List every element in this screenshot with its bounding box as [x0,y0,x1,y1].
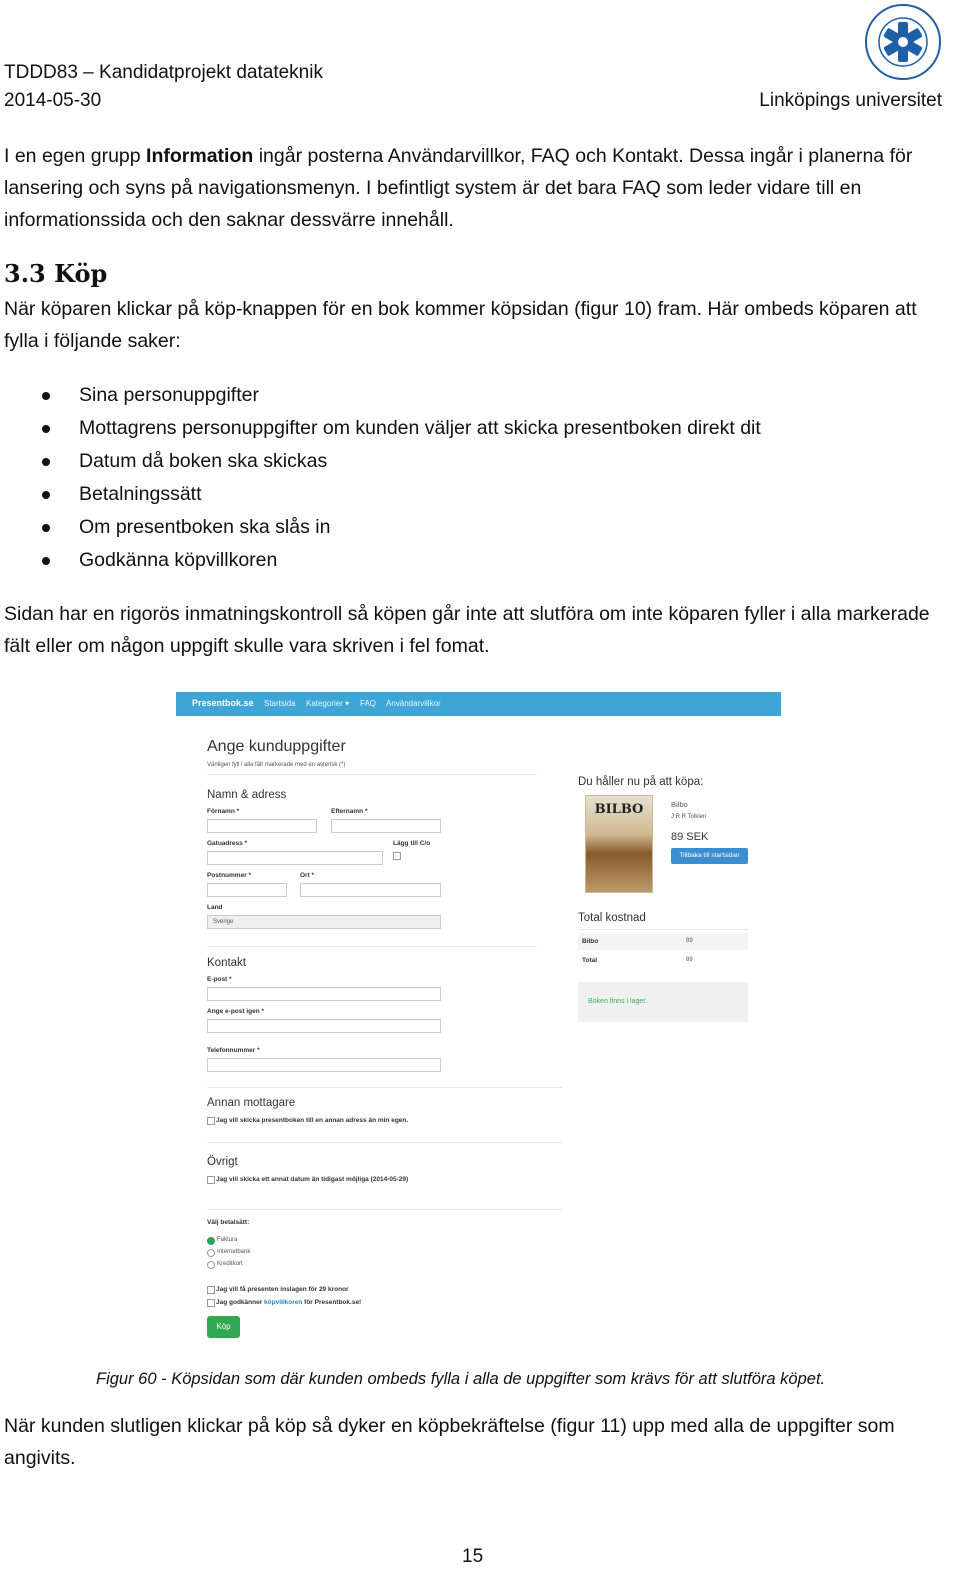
email-input[interactable] [207,987,441,1001]
form-subtitle: Vänligen fyll i alla fält markerade med en asterisk (*) [207,762,346,768]
buy-button[interactable]: Köp [207,1316,240,1338]
nav-item-kategorier[interactable]: Kategorier ▾ [306,699,350,708]
back-to-start-button[interactable]: Tillbaka till startsidan [671,848,748,864]
recipient-heading: Annan mottagare [207,1097,296,1109]
firstname-input[interactable] [207,819,317,833]
purchase-summary-title: Du håller nu på att köpa: [578,776,704,788]
nav-item-startsida[interactable]: Startsida [264,699,296,708]
city-input[interactable] [300,883,441,897]
total-cost-title: Total kostnad [578,912,646,924]
date-checkbox[interactable] [207,1176,215,1184]
table-row: Bilbo 89 [578,933,748,950]
intro-paragraph: I en egen grupp Information ingår posterna Användarvillkor, FAQ och Kontakt. Dessa ingår i planerna för lansering och syns på navigationsmenyn. I befintligt system är det bara FAQ som leder vidare till en informationssida och den saknar dessvärre innehåll. [4,145,913,231]
logo-seal-icon [862,2,944,82]
nav-item-anvandarvillkor[interactable]: Användarvillkor [386,699,441,708]
list-item: Om presentboken ska slås in [4,511,904,544]
street-input[interactable] [207,851,383,865]
email-confirm-input[interactable] [207,1019,441,1033]
list-item: Betalningssätt [4,478,904,511]
lastname-input[interactable] [331,819,441,833]
payment-radio-kreditkort[interactable] [207,1261,215,1269]
payment-label: Välj betalsätt: [207,1219,250,1226]
header-course: TDDD83 – Kandidatprojekt datateknik [4,62,323,83]
stock-status-alert: Boken finns i lager. [578,982,748,1022]
section-heading: 3.3 Köp [4,259,108,288]
figure-caption: Figur 60 - Köpsidan som där kunden ombeds fylla i alla de uppgifter som krävs för att slutföra köpet. [96,1370,826,1388]
contact-heading: Kontakt [207,957,246,969]
list-item: Mottagrens personuppgifter om kunden väljer att skicka presentboken direkt dit [4,412,904,445]
wrap-checkbox[interactable] [207,1286,215,1294]
page-number: 15 [462,1546,484,1567]
terms-link[interactable]: köpvillkoren [264,1299,303,1306]
list-item: Sina personuppgifter [4,379,904,412]
book-author: J R R Tolkien [671,814,707,820]
book-cover-image: BILBO [585,795,653,893]
name-section-heading: Namn & adress [207,789,287,801]
intro-bold-term: Information [146,145,254,167]
co-checkbox[interactable] [393,852,401,860]
list-item: Datum då boken ska skickas [4,445,904,478]
header-university: Linköpings universitet [759,90,942,111]
country-input[interactable]: Sverige [207,915,441,929]
list-item: Godkänna köpvillkoren [4,544,904,577]
university-logo [862,2,944,82]
payment-radio-faktura[interactable] [207,1237,215,1245]
postcode-input[interactable] [207,883,287,897]
figure-screenshot: Presentbok.se Startsida Kategorier ▾ FAQ Användarvillkor Ange kunduppgifter Vänligen fyll i alla fält markerade med en asterisk (*) Namn & adress Förnamn * Efternamn * Gatuadress * Lägg till C/o Postnummer * Ort * Land Sverige Kontakt E-post * Ange e-post igen * Telefonnummer * Annan mottagare Jag vill skicka presentboken till en annan adress än min egen. Övrigt Jag vill skicka ett annat datum än tidigast möjliga (2014-05-29) Välj betalsätt: Faktura Internetbank Kreditkort Jag vill få presenten inslagen för 29 kronor Jag godkänner köpvillkoren för Presentbok.se! Köp Du håller nu på att köpa: BILBO Bilbo J R R Tolkien 89 SEK Tillbaka till startsidan Total kostnad Bilbo 89 Total 89 Boken finns i lager. [176,692,781,1362]
requirements-list [4,379,904,577]
screenshot-navbar [176,692,781,716]
table-row: Total 89 [582,957,693,964]
section-paragraph-1: När köparen klickar på köp-knappen för en bok kommer köpsidan (figur 10) fram. Här ombeds köparen att fylla i följande saker: [4,298,917,352]
nav-item-faq[interactable]: FAQ [360,699,377,708]
book-title: Bilbo [671,800,688,809]
section-paragraph-2: Sidan har en rigorös inmatningskontroll så köpen går inte att slutföra om inte köparen fyller i alla markerade fält eller om någon uppgift skulle vara skriven i fel fomat. [4,603,930,657]
phone-input[interactable] [207,1058,441,1072]
other-heading: Övrigt [207,1156,238,1168]
form-title: Ange kunduppgifter [207,738,346,755]
payment-radio-internetbank[interactable] [207,1249,215,1257]
header-date: 2014-05-30 [4,90,102,111]
closing-paragraph: När kunden slutligen klickar på köp så dyker en köpbekräftelse (figur 11) upp med alla de uppgifter som angivits. [4,1415,895,1469]
recipient-checkbox[interactable] [207,1117,215,1125]
book-price: 89 SEK [671,831,709,843]
nav-brand[interactable]: Presentbok.se [192,698,254,708]
terms-checkbox[interactable] [207,1299,215,1307]
